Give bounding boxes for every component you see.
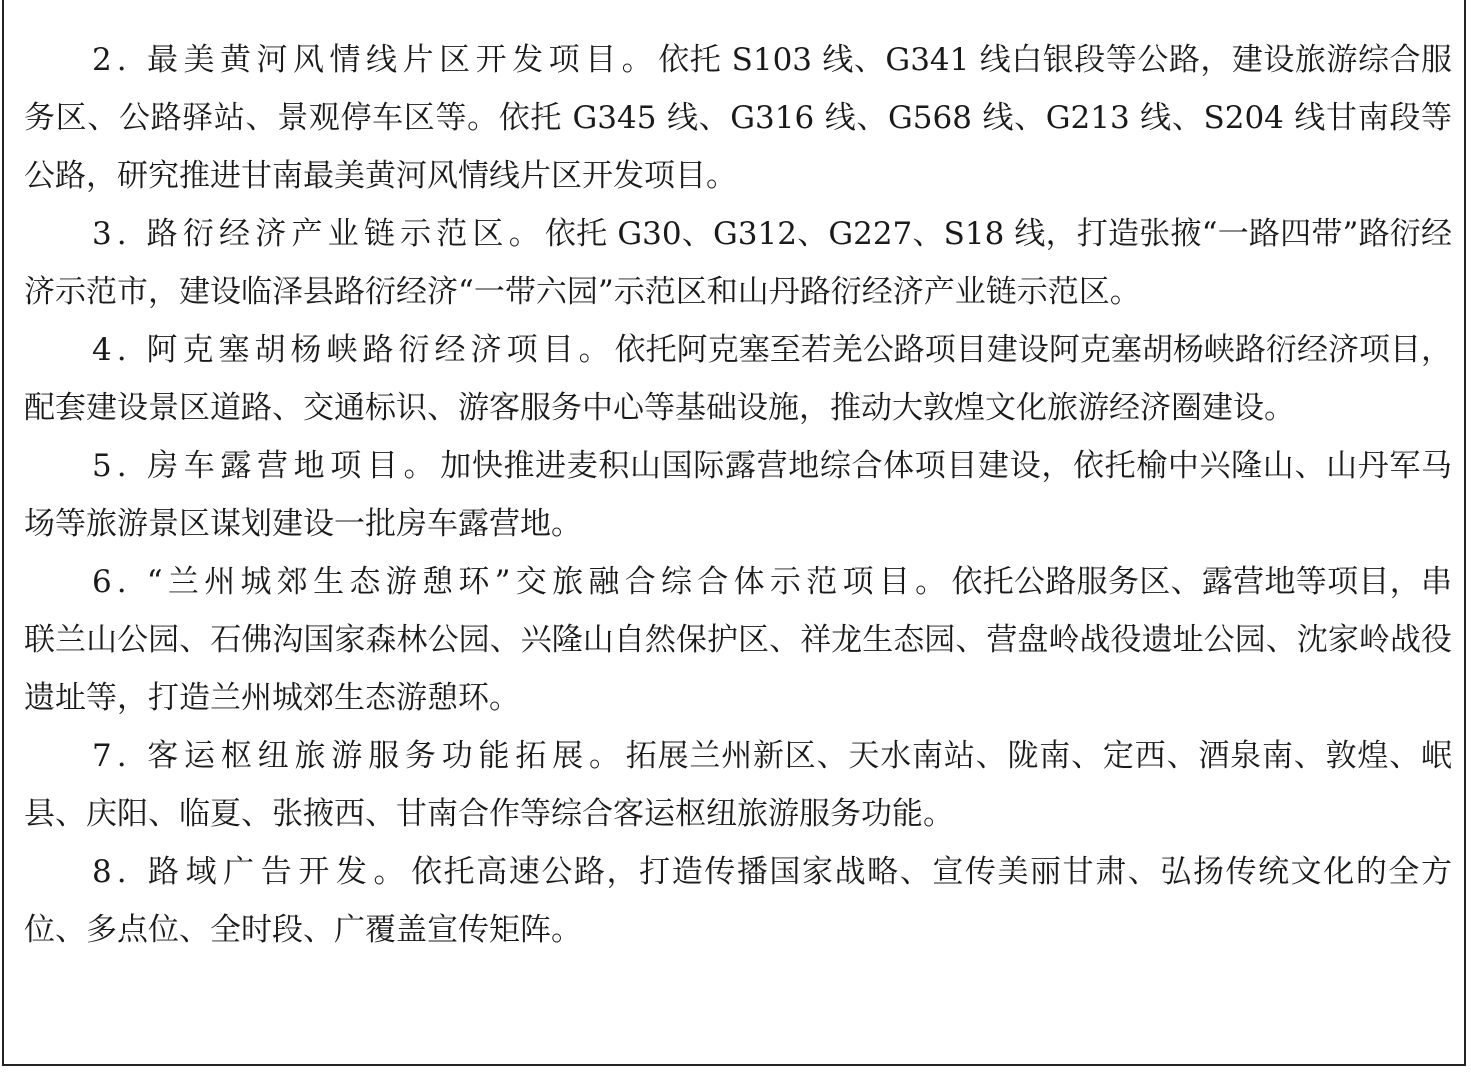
project-heading: 8. 路域广告开发。 [92,854,412,890]
project-description: 依托高速公路，打造传播国家战略、宣传美丽甘肃、弘扬传统文化的全方位、多点位、全时段、广覆盖宣传矩阵。 [24,854,1452,948]
project-description: 加快推进麦积山国际露营地综合体项目建设，依托榆中兴隆山、山丹军马场等旅游景区谋划建设一批房车露营地。 [24,448,1452,542]
document-body [24,31,1452,959]
project-paragraph-7 [24,727,1452,843]
project-paragraph-5 [24,437,1452,553]
project-paragraph-6 [24,553,1452,727]
project-description: 依托 G30、G312、G227、S18 线，打造张掖“一路四带”路衍经济示范市，建设临泽县路衍经济“一带六园”示范区和山丹路衍经济产业链示范区。 [24,216,1452,310]
project-paragraph-8 [24,843,1452,959]
project-heading: 5. 房车露营地项目。 [92,448,441,484]
project-heading: 6. “兰州城郊生态游憩环”交旅融合综合体示范项目。 [92,564,952,600]
project-description: 依托 S103 线、G341 线白银段等公路，建设旅游综合服务区、公路驿站、景观停车区等。依托 G345 线、G316 线、G568 线、G213 线、S204 线甘南段等公路，研究推进甘南最美黄河风情线片区开发项目。 [24,42,1452,194]
project-description: 依托公路服务区、露营地等项目，串联兰山公园、石佛沟国家森林公园、兴隆山自然保护区、祥龙生态园、营盘岭战役遗址公园、沈家岭战役遗址等，打造兰州城郊生态游憩环。 [24,564,1452,716]
project-paragraph-4 [24,321,1452,437]
project-heading: 2. 最美黄河风情线片区开发项目。 [92,42,659,78]
project-description: 依托阿克塞至若羌公路项目建设阿克塞胡杨峡路衍经济项目，配套建设景区道路、交通标识、游客服务中心等基础设施，推动大敦煌文化旅游经济圈建设。 [24,332,1453,426]
project-heading: 3. 路衍经济产业链示范区。 [92,216,545,252]
document-frame [2,0,1466,1066]
project-paragraph-3 [24,205,1452,321]
project-heading: 7. 客运枢纽旅游服务功能拓展。 [92,738,626,774]
project-description: 拓展兰州新区、天水南站、陇南、定西、酒泉南、敦煌、岷县、庆阳、临夏、张掖西、甘南合作等综合客运枢纽旅游服务功能。 [24,738,1452,832]
project-paragraph-2 [24,31,1452,205]
project-heading: 4. 阿克塞胡杨峡路衍经济项目。 [92,332,615,368]
